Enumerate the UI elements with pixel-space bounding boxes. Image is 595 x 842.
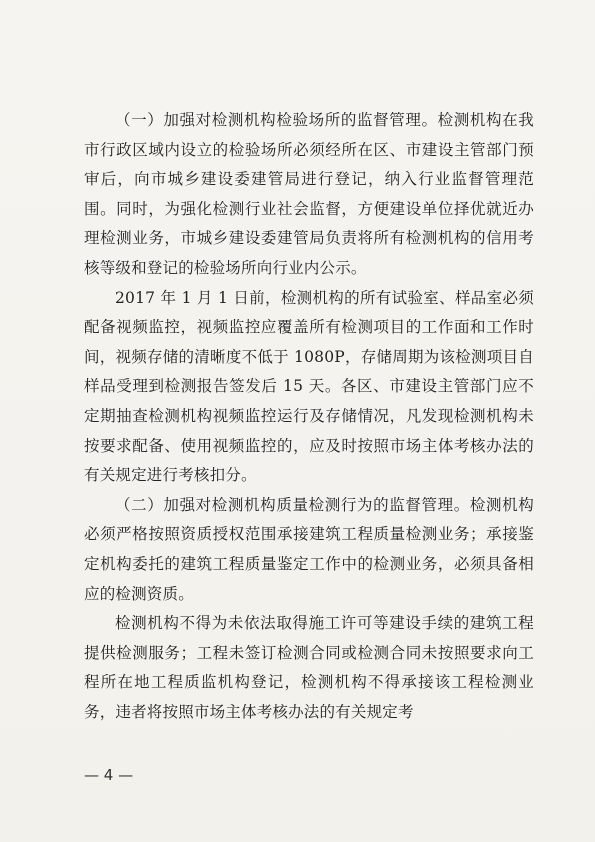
paragraph-inspection-sites: （一）加强对检测机构检验场所的监督管理。检测机构在我市行政区域内设立的检验场所必须经所在区、市建设主管部门预审后，向市城乡建设委建管局进行登记，纳入行业监督管理范围。同时，为强化检测行业社会监督，方便建设单位择优就近办理检测业务，市城乡建设委建管局负责将所有检测机构的信用考核等级和登记的检验场所向行业内公示。 <box>84 111 534 277</box>
paragraph-testing-behavior: （二）加强对检测机构质量检测行为的监督管理。检测机构必须严格按照资质授权范围承接建筑工程质量检测业务；承接鉴定机构委托的建筑工程质量鉴定工作中的检测业务，必须具备相应的检测资质。 <box>84 495 534 603</box>
document-body <box>84 106 534 727</box>
page-number: — 4 — <box>84 766 134 784</box>
paragraph-video-monitoring: 2017 年 1 月 1 日前，检测机构的所有试验室、样品室必须配备视频监控，视频监控应覆盖所有检测项目的工作面和工作时间，视频存储的清晰度不低于 1080P，存储周期为该检测项目自样品受理到检测报告签发后 15 天。各区、市建设主管部门应不定期抽查检测机构视频监控运行及存储情况，凡发现检测机构未按要求配备、使用视频监控的，应及时按照市场主体考核办法的有关规定进行考核扣分。 <box>84 288 534 485</box>
paragraph-construction-permit: 检测机构不得为未依法取得施工许可等建设手续的建筑工程提供检测服务；工程未签订检测合同或检测合同未按照要求向工程所在地工程质监机构登记，检测机构不得承接该工程检测业务，违者将按照市场主体考核办法的有关规定考 <box>84 614 534 721</box>
